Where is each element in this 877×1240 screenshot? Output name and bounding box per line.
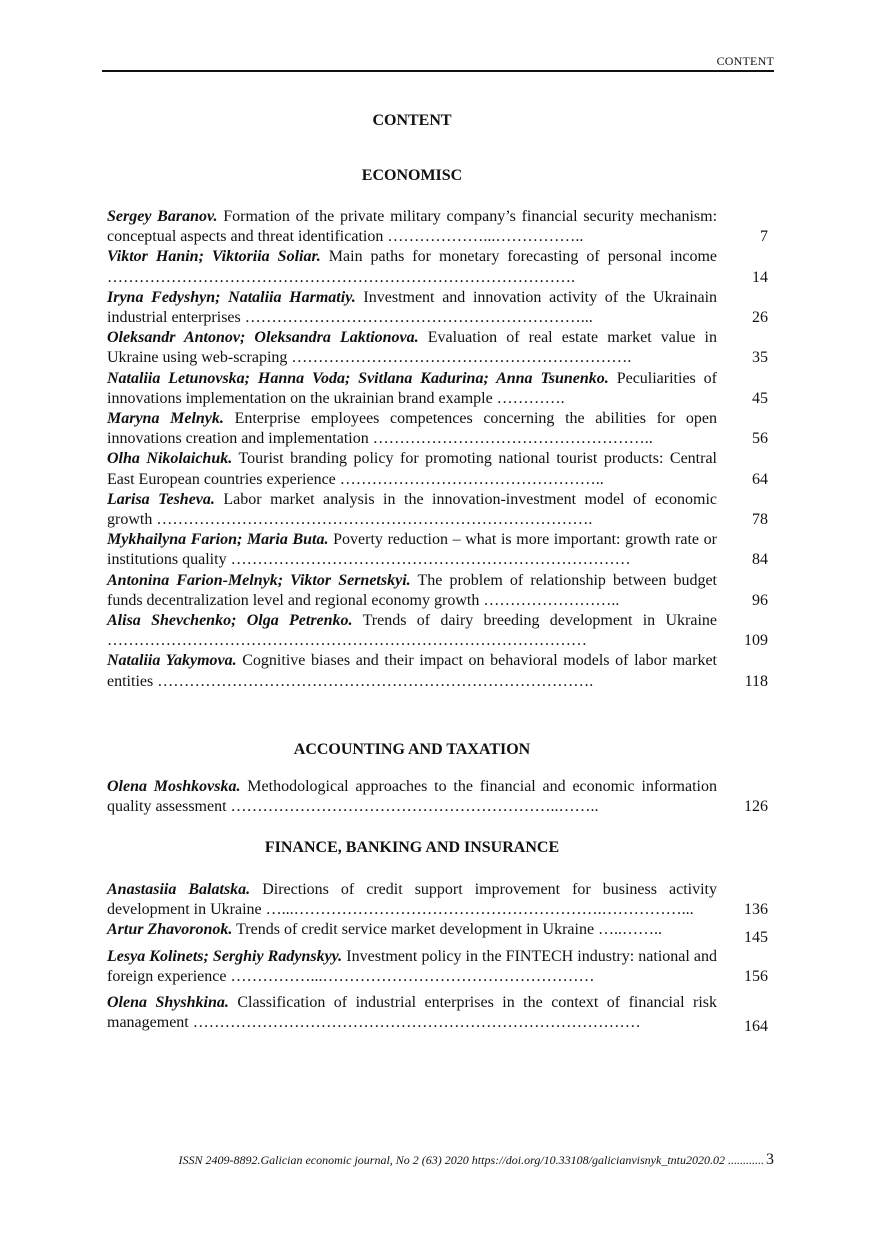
entry-title: Cognitive biases and their impact on behavioral models of labor market entities ………………………………………………………………………. (107, 652, 717, 690)
toc-list-economics (107, 207, 772, 692)
entry-author: Maryna Melnyk. (107, 410, 224, 428)
entry-title: Main paths for monetary forecasting of personal income ……………………………………………………………………………. (107, 248, 718, 286)
toc-entry[interactable] (107, 207, 772, 247)
page-title: CONTENT (372, 112, 452, 129)
entry-title: The problem of relationship between budget funds decentralization level and regional economy growth …………………….. (107, 571, 717, 609)
entry-author: Antonina Farion-Melnyk; Viktor Sernetskyi. (107, 571, 411, 589)
toc-entry[interactable] (107, 409, 772, 449)
entry-title: Investment and innovation activity of the Ukrainain industrial enterprises ………………………………………………………... (107, 288, 718, 327)
entry-page-number: 156 (744, 967, 768, 985)
entry-author: Olena Moshkovska. (107, 778, 241, 795)
entry-author: Olena Shyshkina. (107, 994, 229, 1012)
entry-author: Lesya Kolinets; Serghiy Radynskyy. (107, 947, 343, 965)
entry-title: Directions of credit support improvement for business activity development in Ukraine …...………………………………………………….……………... (107, 881, 718, 919)
section-title-finance: FINANCE, BANKING AND INSURANCE (264, 839, 560, 856)
entry-author: Mykhailyna Farion; Maria Buta. (107, 531, 329, 549)
entry-author: Oleksandr Antonov; Oleksandra Laktionova. (107, 329, 419, 347)
entry-title: Methodological approaches to the financial and economic information quality assessment ……………………………………………………..…….. (107, 778, 717, 816)
entry-author: Iryna Fedyshyn; Nataliia Harmatiy. (107, 288, 356, 306)
entry-title: Trends of credit service market development in Ukraine …..…….. (236, 921, 663, 939)
toc-entry[interactable] (107, 651, 772, 691)
header-rule (102, 70, 774, 72)
entry-title: Trends of dairy breeding development in Ukraine ……………………………………………………………………………… (107, 612, 717, 650)
running-head: CONTENT (716, 54, 774, 68)
toc-list-accounting (107, 777, 772, 817)
entry-title: Poverty reduction – what is more important: growth rate or institutions quality ………………………………………………………………… (107, 531, 718, 569)
entry-page-number: 118 (744, 672, 768, 690)
entry-page-number: 145 (744, 929, 768, 947)
entry-author: Viktor Hanin; Viktoriia Soliar. (107, 248, 321, 266)
entry-title: Labor market analysis in the innovation-investment model of economic growth ………………………………………………………………………. (107, 490, 718, 529)
toc-list-finance (107, 880, 772, 1036)
entry-author: Nataliia Yakymova. (107, 652, 237, 670)
entry-page-number: 78 (752, 511, 768, 529)
entry-author: Olha Nikolaichuk. (107, 450, 233, 468)
entry-author: Anastasiia Balatska. (107, 881, 251, 898)
entry-page-number: 136 (744, 901, 768, 919)
toc-entry[interactable] (107, 490, 772, 530)
entry-author: Artur Zhavoronok. (107, 921, 233, 939)
section-title-economics: ECONOMISC (361, 167, 463, 184)
entry-page-number: 45 (752, 389, 768, 407)
toc-entry[interactable] (107, 920, 772, 947)
footer-page-number: 3 (766, 1151, 774, 1168)
entry-page-number: 26 (752, 309, 768, 327)
entry-author: Alisa Shevchenko; Olga Petrenko. (107, 612, 353, 630)
entry-page-number: 56 (752, 430, 768, 448)
entry-title: Enterprise employees competences concerning the abilities for open innovations creation and implementation …………………………………………….. (107, 410, 718, 448)
toc-entry[interactable] (107, 449, 772, 489)
toc-entry[interactable] (107, 947, 772, 987)
toc-entry[interactable] (107, 530, 772, 570)
entry-title: Peculiarities of innovations implementation on the ukrainian brand example …………. (107, 369, 718, 407)
entry-page-number: 109 (744, 632, 768, 650)
entry-page-number: 96 (752, 591, 768, 609)
entry-title: Evaluation of real estate market value in Ukraine using web-scraping ………………………………………………………. (107, 329, 718, 367)
toc-entry[interactable] (107, 611, 772, 651)
toc-entry[interactable] (107, 247, 772, 287)
entry-page-number: 7 (760, 228, 768, 246)
entry-page-number: 84 (752, 551, 768, 569)
footer-citation: ISSN 2409-8892.Galician economic journal, No 2 (63) 2020 https://doi.org/10.33108/galicianvisnyk_tntu2020.02 ............ (178, 1153, 764, 1167)
toc-entry[interactable] (107, 777, 772, 817)
entry-author: Larisa Tesheva. (107, 490, 215, 508)
toc-entry[interactable] (107, 993, 772, 1036)
toc-entry[interactable] (107, 571, 772, 611)
section-title-accounting: ACCOUNTING AND TAXATION (293, 741, 531, 758)
entry-page-number: 14 (752, 268, 768, 286)
entry-title: Tourist branding policy for promoting national tourist products: Central East European countries experience ………………………………………….. (107, 450, 717, 488)
entry-title: Formation of the private military company’s financial security mechanism: conceptual aspects and threat identification ………………...…………….. (107, 208, 718, 246)
toc-entry[interactable] (107, 369, 772, 409)
entry-page-number: 64 (752, 470, 768, 488)
entry-page-number: 164 (744, 1018, 768, 1036)
entry-author: Nataliia Letunovska; Hanna Voda; Svitlana Kadurina; Anna Tsunenko. (107, 369, 609, 387)
entry-title: Investment policy in the FINTECH industry: national and foreign experience ……………...…………………………………………… (107, 947, 718, 985)
toc-entry[interactable] (107, 288, 772, 328)
entry-page-number: 126 (744, 798, 768, 816)
entry-author: Sergey Baranov. (107, 208, 218, 225)
toc-entry[interactable] (107, 880, 772, 920)
page-footer (102, 1151, 774, 1169)
entry-page-number: 35 (752, 349, 768, 367)
toc-entry[interactable] (107, 328, 772, 368)
entry-title: Classification of industrial enterprises in the context of financial risk management ………………………………………………………………………… (107, 994, 718, 1032)
